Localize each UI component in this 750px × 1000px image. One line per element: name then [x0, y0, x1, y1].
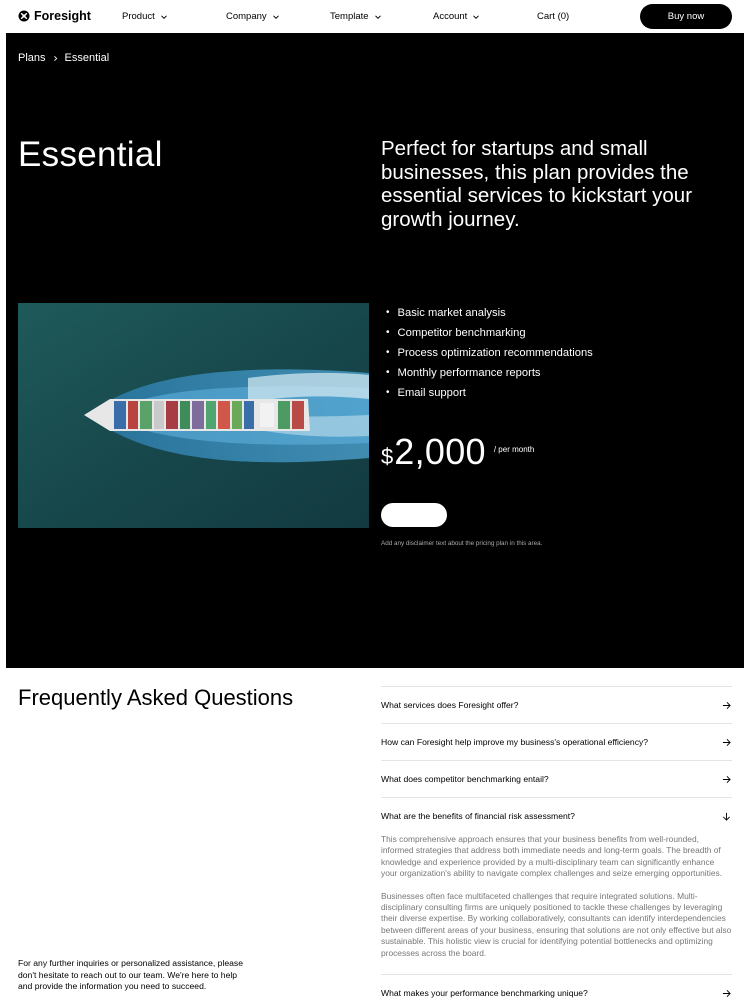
cart-label: Cart (0): [537, 11, 570, 22]
foresight-logo-icon: [18, 10, 30, 22]
chevron-down-icon: [472, 13, 480, 21]
nav-company-label: Company: [226, 11, 267, 22]
chevron-down-icon: [272, 13, 280, 21]
feature-label: Email support: [397, 387, 466, 399]
nav-cart[interactable]: [537, 11, 569, 22]
faq-answer-paragraph: This comprehensive approach ensures that your business benefits from well-rounded, informed strategies that address both immediate needs and long-term goals. The breadth of knowledge and experience provided by a multi-disciplinary team can significantly enhance your organization's ability to navigate complex challenges and seize emerging opportunities.: [381, 834, 722, 879]
price-currency: $: [381, 444, 394, 469]
feature-item: • Email support: [386, 383, 593, 403]
arrow-right-icon: [722, 775, 731, 784]
faq-question-row[interactable]: [381, 687, 732, 723]
feature-item: • Competitor benchmarking: [386, 323, 593, 343]
chevron-right-icon: [52, 55, 59, 62]
pricing-disclaimer: Add any disclaimer text about the pricing plan in this area.: [381, 540, 543, 547]
faq-question: What does competitor benchmarking entail?: [381, 774, 549, 784]
faq-question: What services does Foresight offer?: [381, 700, 519, 710]
nav-company[interactable]: [226, 11, 280, 22]
plan-hero: [6, 33, 744, 668]
faq-title: Frequently Asked Questions: [18, 685, 294, 710]
faq-item: [381, 974, 732, 1000]
faq-question: What are the benefits of financial risk assessment?: [381, 811, 575, 821]
faq-question: What makes your performance benchmarking unique?: [381, 988, 588, 999]
feature-label: Process optimization recommendations: [397, 347, 593, 359]
nav-product-label: Product: [122, 11, 155, 22]
feature-item: • Monthly performance reports: [386, 363, 593, 383]
arrow-right-icon: [722, 738, 731, 747]
faq-item: [381, 760, 732, 797]
nav-product[interactable]: [122, 11, 168, 22]
breadcrumb: [18, 52, 109, 64]
breadcrumb-plans[interactable]: Plans: [18, 52, 46, 64]
feature-label: Competitor benchmarking: [397, 327, 526, 339]
faq-question-row[interactable]: [381, 798, 732, 834]
arrow-right-icon: [722, 989, 731, 998]
plan-cta-button[interactable]: [381, 503, 447, 527]
nav-account-label: Account: [433, 11, 468, 22]
faq-item: [381, 686, 732, 723]
nav-template[interactable]: [330, 11, 382, 22]
faq-item: [381, 723, 732, 760]
faq-item-expanded: [381, 797, 732, 974]
arrow-down-icon: [722, 812, 731, 821]
plan-price: [381, 431, 534, 473]
faq-list: [381, 686, 732, 1000]
breadcrumb-current: Essential: [64, 52, 110, 64]
top-navigation: [0, 0, 750, 33]
faq-answer: [381, 834, 732, 974]
buy-now-button[interactable]: Buy now: [640, 4, 732, 29]
brand-logo[interactable]: [18, 9, 91, 23]
contact-text: For any further inquiries or personalized assistance, please don't hesitate to reach out to our team. We're here to help and provide the information you need to succeed.: [18, 958, 243, 991]
feature-label: Monthly performance reports: [397, 367, 541, 379]
faq-question-row[interactable]: [381, 724, 732, 760]
faq-question-row[interactable]: [381, 975, 732, 1000]
chevron-down-icon: [374, 13, 382, 21]
feature-label: Basic market analysis: [397, 307, 506, 319]
ship-illustration: [18, 303, 369, 528]
faq-question: How can Foresight help improve my business's operational efficiency?: [381, 737, 649, 747]
chevron-down-icon: [160, 13, 168, 21]
faq-question-row[interactable]: [381, 761, 732, 797]
plan-title: Essential: [18, 135, 163, 174]
faq-answer-paragraph: Businesses often face multifaceted challenges that require integrated solutions. Multi-disciplinary consulting firms are uniquely positioned to tackle these challenges by leveraging their diverse expertise. By working collaboratively, consultants can identify interdependencies between different areas of your business, ensuring that solutions are not only effective but also sustainable. This holistic view is crucial for identifying potential bottlenecks and optimizing processes across the board.: [381, 890, 732, 958]
price-period: / per month: [493, 445, 535, 454]
plan-features: [386, 303, 593, 403]
arrow-right-icon: [722, 701, 731, 710]
nav-template-label: Template: [330, 11, 369, 22]
container-ship-image: [18, 303, 369, 528]
brand-name: Foresight: [34, 9, 91, 23]
plan-description: Perfect for startups and small businesses, this plan provides the essential services to kickstart your growth journey.: [381, 137, 693, 231]
feature-item: • Basic market analysis: [386, 303, 593, 323]
price-amount: 2,000: [394, 431, 486, 472]
feature-item: • Process optimization recommendations: [386, 343, 593, 363]
nav-account[interactable]: [433, 11, 480, 22]
